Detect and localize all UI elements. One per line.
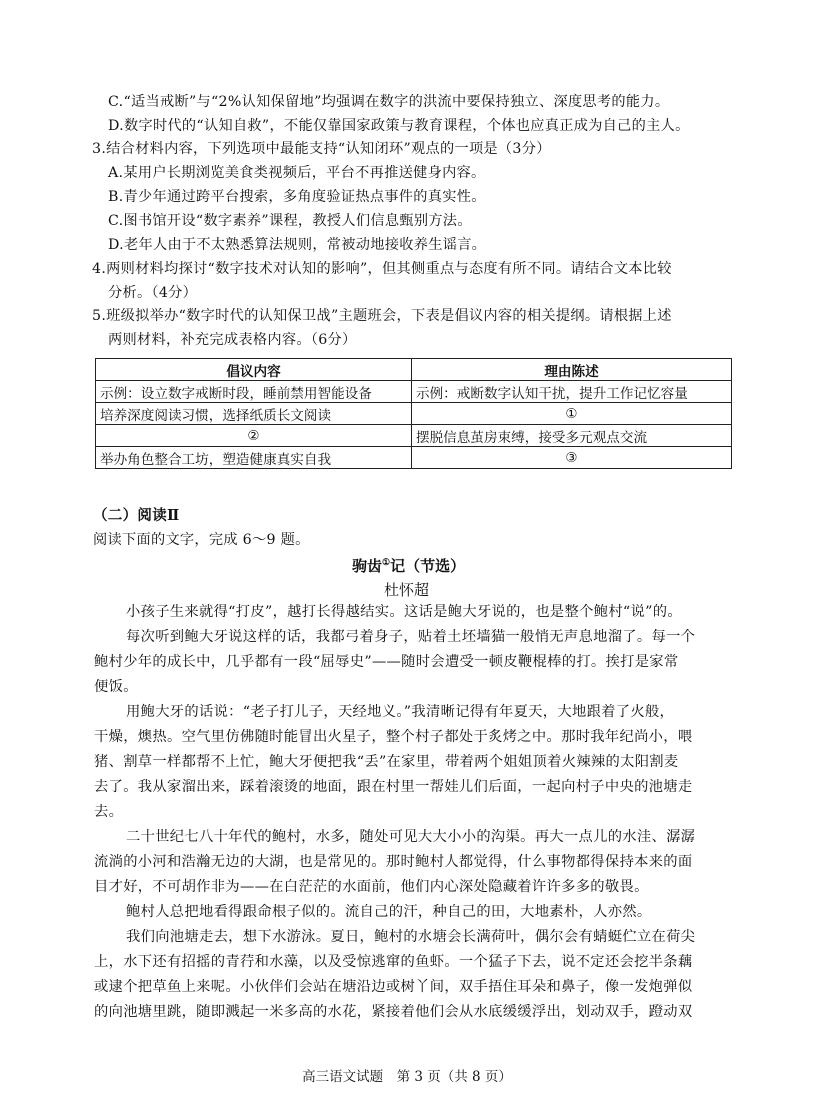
table-header-proposal: 倡议内容 (96, 359, 412, 381)
passage-line: 每次听到鲍大牙说这样的话，我都弓着身子，贴着土坯墙猫一般悄无声息地溜了。每一个 (126, 629, 696, 645)
q5-stem-line2: 两则材料，补充完成表格内容。（6分） (108, 332, 357, 348)
passage-line: 干燥，燠热。空气里仿佛随时能冒出火星子，整个村子都处于炙烤之中。那时我年纪尚小，喂 (94, 729, 693, 745)
passage-line: 猪、割草一样都帮不上忙，鲍大牙便把我“丢”在家里，带着两个姐姐顶着火辣辣的太阳割麦 (94, 754, 679, 770)
passage-line: 便饭。 (94, 679, 138, 695)
q5-stem-line1: 5.班级拟举办“数字时代的认知保卫战”主题班会，下表是倡议内容的相关提纲。请根据上述 (92, 308, 672, 324)
q4-stem-line1: 4.两则材料均探讨“数字技术对认知的影响”，但其侧重点与态度有所不同。请结合文本比较 (92, 261, 672, 277)
q4-stem-line2: 分析。（4分） (108, 285, 198, 301)
table-cell: 示例：设立数字戒断时段，睡前禁用智能设备 (96, 381, 412, 403)
q2-option-d: D.数字时代的“认知自救”，不能仅靠国家政策与教育课程，个体也应真正成为自己的主人。 (108, 118, 690, 134)
q3-stem: 3.结合材料内容，下列选项中最能支持“认知闭环”观点的一项是（3分） (92, 141, 551, 157)
passage-line: 鲍村人总把地看得跟命根子似的。流自己的汗，种自己的田，大地素朴，人亦然。 (126, 904, 652, 920)
passage-line: 上，水下还有招摇的青荇和水藻，以及受惊逃窜的鱼虾。一个猛子下去，说不定还会挖半条藕 (94, 954, 693, 970)
passage-line: 目才好，不可胡作非为——在白茫茫的水面前，他们内心深处隐藏着许许多多的敬畏。 (94, 879, 649, 895)
passage-line: 小孩子生来就得“打皮”，越打长得越结实。这话是鲍大牙说的，也是整个鲍村“说”的。 (126, 604, 682, 620)
q3-option-c: C.图书馆开设“数字素养”课程，教授人们信息甄别方法。 (108, 213, 472, 229)
passage-line: 鲍村少年的成长中，几乎都有一段“屈辱史”——随时会遭受一顿皮鞭棍棒的打。挨打是家常 (94, 654, 679, 670)
table-row (96, 447, 732, 469)
passage-line: 的向池塘里跳，随即溅起一米多高的水花，紧接着他们会从水底缓缓浮出，划动双手，蹬动双 (94, 1004, 693, 1020)
q3-option-a: A.某用户长期浏览美食类视频后，平台不再推送健身内容。 (108, 165, 486, 181)
page-footer: 高三语文试题 第 3 页（共 8 页） (302, 1069, 512, 1085)
q3-option-b: B.青少年通过跨平台搜索，多角度验证热点事件的真实性。 (108, 189, 486, 205)
passage-line: 二十世纪七八十年代的鲍村，水多，随处可见大大小小的沟渠。再大一点儿的水洼、潺潺 (126, 829, 696, 845)
passage-line: 用鲍大牙的话说：“老子打儿子，天经地义。”我清晰记得有年夏天，大地跟着了火般， (126, 704, 675, 720)
table-cell: 示例：戒断数字认知干扰，提升工作记忆容量 (412, 381, 732, 403)
proposal-table (95, 358, 732, 469)
passage-line: 我们向池塘走去，想下水游泳。夏日，鲍村的水塘会长满荷叶，偶尔会有蜻蜓伫立在荷尖 (126, 929, 696, 945)
title-text: 记（节选） (390, 557, 466, 575)
section-heading: （二）阅读Ⅱ (93, 507, 180, 524)
table-header-reason: 理由陈述 (412, 359, 732, 381)
passage-title (352, 555, 465, 576)
q3-option-d: D.老年人由于不太熟悉算法规则，常被动地接收养生谣言。 (108, 237, 487, 253)
blank-marker-3: ③ (412, 447, 732, 469)
table-header-row (96, 359, 732, 381)
q2-option-c: C.“适当戒断”与“2%认知保留地”均强调在数字的洪流中要保持独立、深度思考的能力。 (108, 94, 670, 110)
table-cell: 举办角色整合工坊，塑造健康真实自我 (96, 447, 412, 469)
blank-marker-1: ① (412, 403, 732, 425)
passage-line: 去了。我从家溜出来，踩着滚烫的地面，跟在村里一帮娃儿们后面，一起向村子中央的池塘走 (94, 779, 693, 795)
footnote-marker: ① (382, 558, 391, 568)
table-row (96, 403, 732, 425)
passage-line: 流淌的小河和浩瀚无边的大湖，也是常见的。那时鲍村人都觉得，什么事物都得保持本来的面 (94, 854, 693, 870)
passage-line: 或逮个把草鱼上来呢。小伙伴们会站在塘沿边或树丫间，双手捂住耳朵和鼻子，像一发炮弹似 (94, 979, 693, 995)
table-row (96, 381, 732, 403)
table-cell: 摆脱信息茧房束缚，接受多元观点交流 (412, 425, 732, 447)
passage-author: 杜怀超 (384, 581, 430, 599)
blank-marker-2: ② (96, 425, 412, 447)
table-cell: 培养深度阅读习惯，选择纸质长文阅读 (96, 403, 412, 425)
table-row (96, 425, 732, 447)
passage-line: 去。 (94, 804, 124, 820)
title-text: 驹齿 (352, 557, 383, 575)
section-instruction: 阅读下面的文字，完成 6～9 题。 (93, 532, 310, 548)
